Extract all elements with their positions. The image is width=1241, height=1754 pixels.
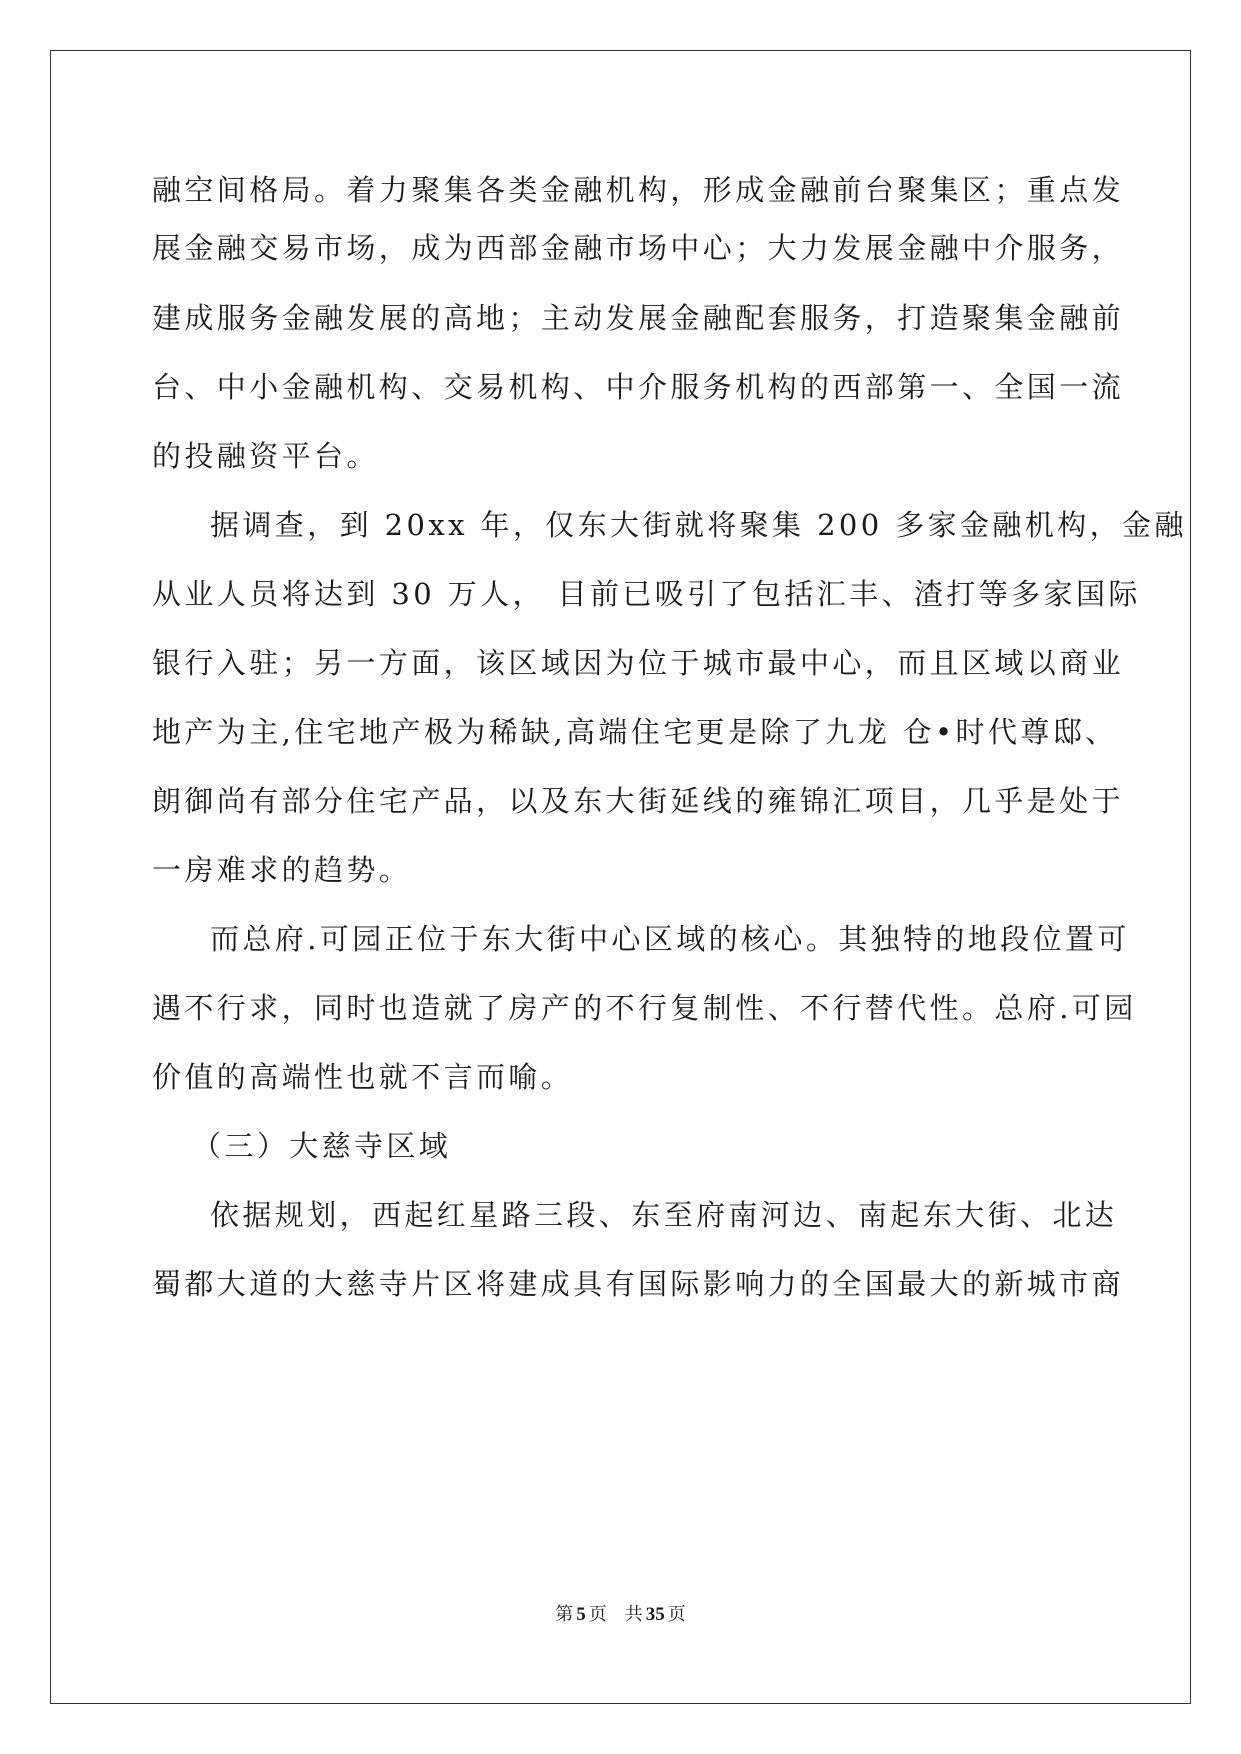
text-line: 依据规划，西起红星路三段、东至府南河边、南起东大街、北达: [210, 1198, 1118, 1232]
text-line: 从业人员将达到 30 万人， 目前已吸引了包括汇丰、渣打等多家国际: [152, 577, 1141, 611]
page-footer: [0, 1603, 1241, 1627]
footer-page-number: 5: [576, 1604, 586, 1625]
text-line: 而总府.可园正位于东大街中心区域的核心。其独特的地段位置可: [210, 922, 1130, 956]
text-line: 朗御尚有部分住宅产品，以及东大街延线的雍锦汇项目，几乎是处于: [152, 784, 1125, 818]
text-line: 蜀都大道的大慈寺片区将建成具有国际影响力的全国最大的新城市商: [152, 1267, 1125, 1301]
text-line: 价值的高端性也就不言而喻。: [152, 1060, 574, 1094]
footer-prefix: 第: [555, 1604, 574, 1625]
text-line: 遇不行求，同时也造就了房产的不行复制性、不行替代性。总府.可园: [152, 991, 1137, 1025]
footer-middle: 页 共: [588, 1604, 643, 1625]
text-line: 建成服务金融发展的高地；主动发展金融配套服务，打造聚集金融前: [152, 301, 1125, 335]
text-line: 展金融交易市场，成为西部金融市场中心；大力发展金融中介服务，: [152, 231, 1125, 265]
footer-total-pages: 35: [645, 1604, 665, 1625]
text-line: 银行入驻；另一方面，该区域因为位于城市最中心，而且区域以商业: [152, 646, 1125, 680]
text-line: 台、中小金融机构、交易机构、中介服务机构的西部第一、全国一流: [152, 370, 1125, 404]
text-line: 地产为主,住宅地产极为稀缺,高端住宅更是除了九龙 仓•时代尊邸、: [152, 715, 1118, 749]
text-line: 一房难求的趋势。: [152, 853, 412, 887]
text-line: 的投融资平台。: [152, 439, 379, 473]
text-line: 据调查，到 20xx 年，仅东大街就将聚集 200 多家金融机构，金融: [210, 508, 1187, 542]
section-heading: （三）大慈寺区域: [192, 1129, 452, 1163]
footer-suffix: 页: [667, 1604, 686, 1625]
text-line: 融空间格局。着力聚集各类金融机构，形成金融前台聚集区；重点发: [152, 173, 1125, 207]
